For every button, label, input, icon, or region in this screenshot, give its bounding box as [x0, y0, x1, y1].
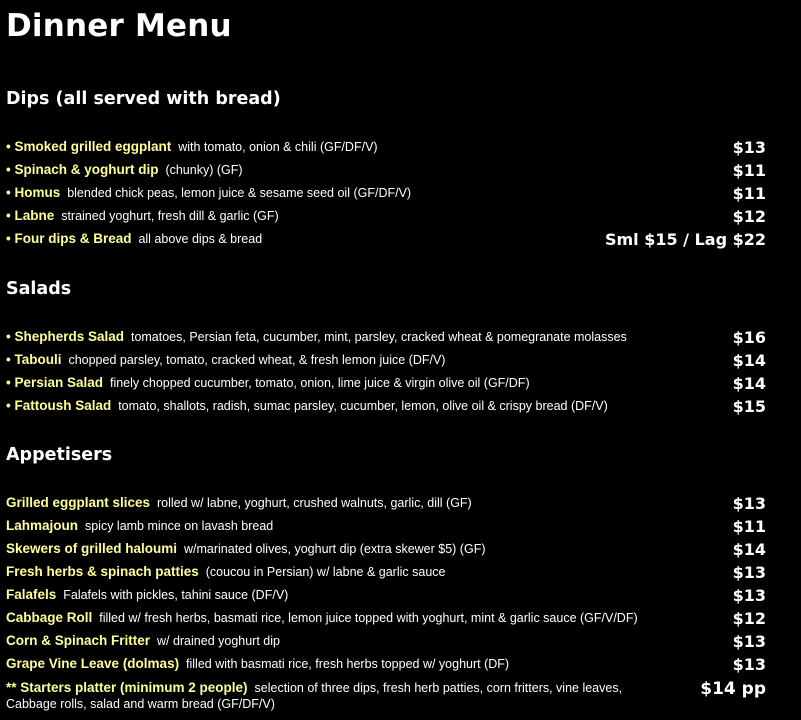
- item-description: (chunky) (GF): [165, 163, 243, 177]
- menu-item: [6, 610, 766, 632]
- item-description: blended chick peas, lemon juice & sesame seed oil (GF/DF/V): [67, 186, 412, 200]
- item-price: $11: [732, 517, 766, 536]
- item-description: tomatoes, Persian feta, cucumber, mint, parsley, cracked wheat & pomegranate molasses: [130, 330, 627, 344]
- item-price: $14: [732, 540, 766, 559]
- item-price: $12: [732, 207, 766, 226]
- item-description: strained yoghurt, fresh dill & garlic (GF): [61, 209, 279, 223]
- menu-item: [6, 518, 766, 540]
- item-price: $16: [732, 328, 766, 347]
- item-description: filled with basmati rice, fresh herbs topped w/ yoghurt (DF): [186, 657, 510, 671]
- item-name: • Smoked grilled eggplant: [6, 139, 172, 154]
- item-price: $13: [732, 655, 766, 674]
- item-price: $15: [732, 397, 766, 416]
- item-name: • Fattoush Salad: [6, 398, 112, 413]
- item-description: filled w/ fresh herbs, basmati rice, lemon juice topped with yoghurt, mint & garlic sauce (GF/V/DF): [99, 611, 638, 625]
- item-price: $13: [732, 632, 766, 651]
- item-description: all above dips & bread: [138, 232, 263, 246]
- menu-title: Dinner Menu: [6, 8, 232, 44]
- menu-item: [6, 185, 766, 207]
- item-name: ** Starters platter (minimum 2 people): [6, 680, 248, 695]
- item-price: $13: [732, 138, 766, 157]
- section-heading-dips: Dips (all served with bread): [6, 89, 281, 109]
- item-description: rolled w/ labne, yoghurt, crushed walnuts, garlic, dill (GF): [157, 496, 472, 510]
- menu-item: [6, 352, 766, 374]
- menu-item: [6, 495, 766, 517]
- item-name: Falafels: [6, 587, 57, 602]
- item-price: $13: [732, 563, 766, 582]
- item-name: • Shepherds Salad: [6, 329, 125, 344]
- item-price: $13: [732, 586, 766, 605]
- item-name: Skewers of grilled haloumi: [6, 541, 178, 556]
- item-description: Falafels with pickles, tahini sauce (DF/V): [63, 588, 289, 602]
- item-price: $13: [732, 494, 766, 513]
- item-name: Lahmajoun: [6, 518, 79, 533]
- menu-item: [6, 587, 766, 609]
- item-name: Fresh herbs & spinach patties: [6, 564, 199, 579]
- item-price: $14 pp: [700, 679, 766, 699]
- item-price: $12: [732, 609, 766, 628]
- item-description: (coucou in Persian) w/ labne & garlic sauce: [205, 565, 446, 579]
- section-heading-appetisers: Appetisers: [6, 445, 113, 465]
- item-name: • Homus: [6, 185, 61, 200]
- item-price: $11: [732, 161, 766, 180]
- item-name: Cabbage Roll: [6, 610, 93, 625]
- item-name: • Four dips & Bread: [6, 231, 132, 246]
- item-name: Grape Vine Leave (dolmas): [6, 656, 180, 671]
- item-description: chopped parsley, tomato, cracked wheat, & fresh lemon juice (DF/V): [68, 353, 446, 367]
- menu-item: [6, 541, 766, 563]
- menu-item: [6, 656, 766, 678]
- item-price: $14: [732, 374, 766, 393]
- menu-item: [6, 633, 766, 655]
- item-description: selection of three dips, fresh herb patties, corn fritters, vine leaves,: [254, 681, 623, 695]
- item-name: Grilled eggplant slices: [6, 495, 151, 510]
- menu-item: [6, 329, 766, 351]
- menu-item: [6, 680, 766, 718]
- item-description: spicy lamb mince on lavash bread: [84, 519, 274, 533]
- item-description: with tomato, onion & chili (GF/DF/V): [178, 140, 378, 154]
- item-name: • Tabouli: [6, 352, 62, 367]
- menu-item: [6, 231, 766, 253]
- section-heading-salads: Salads: [6, 279, 72, 299]
- item-description: finely chopped cucumber, tomato, onion, lime juice & virgin olive oil (GF/DF): [109, 376, 530, 390]
- menu-item: [6, 564, 766, 586]
- menu-item: [6, 162, 766, 184]
- menu-item: [6, 398, 766, 420]
- menu-item: [6, 139, 766, 161]
- menu-item: [6, 208, 766, 230]
- item-name: Corn & Spinach Fritter: [6, 633, 151, 648]
- item-description: w/ drained yoghurt dip: [156, 634, 280, 648]
- item-name: • Persian Salad: [6, 375, 104, 390]
- item-price: Sml $15 / Lag $22: [604, 230, 766, 249]
- item-name: • Spinach & yoghurt dip: [6, 162, 159, 177]
- item-name: • Labne: [6, 208, 55, 223]
- item-price: $14: [732, 351, 766, 370]
- menu-item: [6, 375, 766, 397]
- item-description: w/marinated olives, yoghurt dip (extra skewer $5) (GF): [184, 542, 486, 556]
- item-description-continued: Cabbage rolls, salad and warm bread (GF/DF/V): [6, 697, 275, 711]
- item-description: tomato, shallots, radish, sumac parsley, cucumber, lemon, olive oil & crispy bread (DF/V): [118, 399, 608, 413]
- item-price: $11: [732, 184, 766, 203]
